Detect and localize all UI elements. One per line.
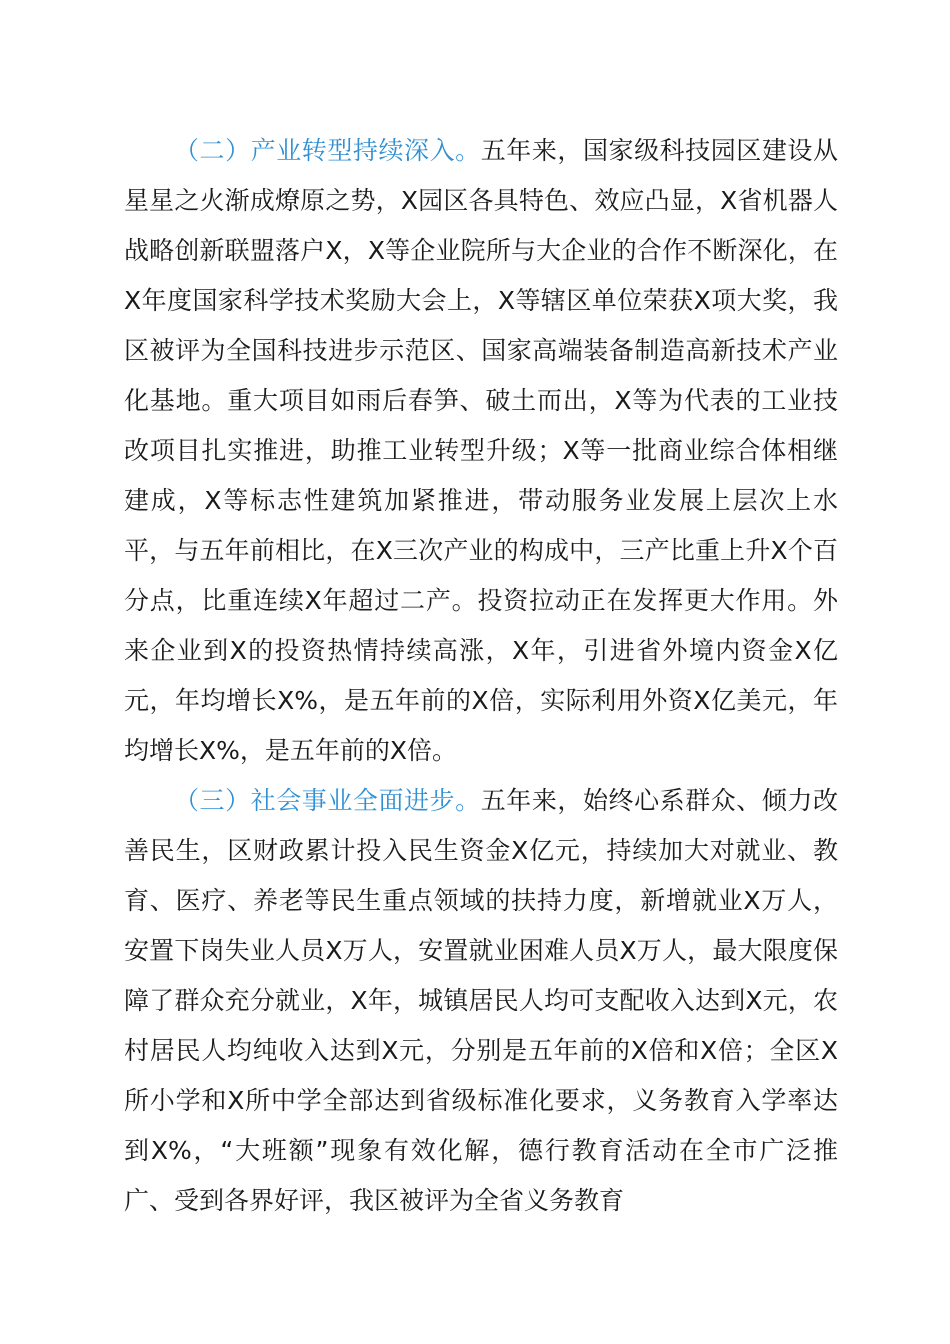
section-heading-industry: （二）产业转型持续深入。 xyxy=(174,136,481,165)
section-body-social: 五年来，始终心系群众、倾力改善民生，区财政累计投入民生资金X亿元，持续加大对就业、教育、医疗、养老等民生重点领域的扶持力度，新增就业X万人，安置下岗失业人员X万人，安置就业困难人员X万人，最大限度保障了群众充分就业，X年，城镇居民人均可支配收入达到X元，农村居民人均纯收入达到X元，分别是五年前的X倍和X倍；全区X所小学和X所中学全部达到省级标准化要求，义务教育入学率达到X%，“大班额”现象有效化解，德行教育活动在全市广泛推广、受到各界好评，我区被评为全省义务教育 xyxy=(124,786,838,1215)
section-paragraph-industry xyxy=(124,126,838,776)
section-body-industry: 五年来，国家级科技园区建设从星星之火渐成燎原之势，X园区各具特色、效应凸显，X省机器人战略创新联盟落户X，X等企业院所与大企业的合作不断深化，在X年度国家科学技术奖励大会上，X等辖区单位荣获X项大奖，我区被评为全国科技进步示范区、国家高端装备制造高新技术产业化基地。重大项目如雨后春笋、破土而出，X等为代表的工业技改项目扎实推进，助推工业转型升级；X等一批商业综合体相继建成，X等标志性建筑加紧推进，带动服务业发展上层次上水平，与五年前相比，在X三次产业的构成中，三产比重上升X个百分点，比重连续X年超过二产。投资拉动正在发挥更大作用。外来企业到X的投资热情持续高涨，X年，引进省外境内资金X亿元，年均增长X%，是五年前的X倍，实际利用外资X亿美元，年均增长X%，是五年前的X倍。 xyxy=(124,136,838,765)
section-paragraph-social xyxy=(124,776,838,1226)
section-heading-social: （三）社会事业全面进步。 xyxy=(174,786,481,815)
document-page xyxy=(124,126,838,1226)
